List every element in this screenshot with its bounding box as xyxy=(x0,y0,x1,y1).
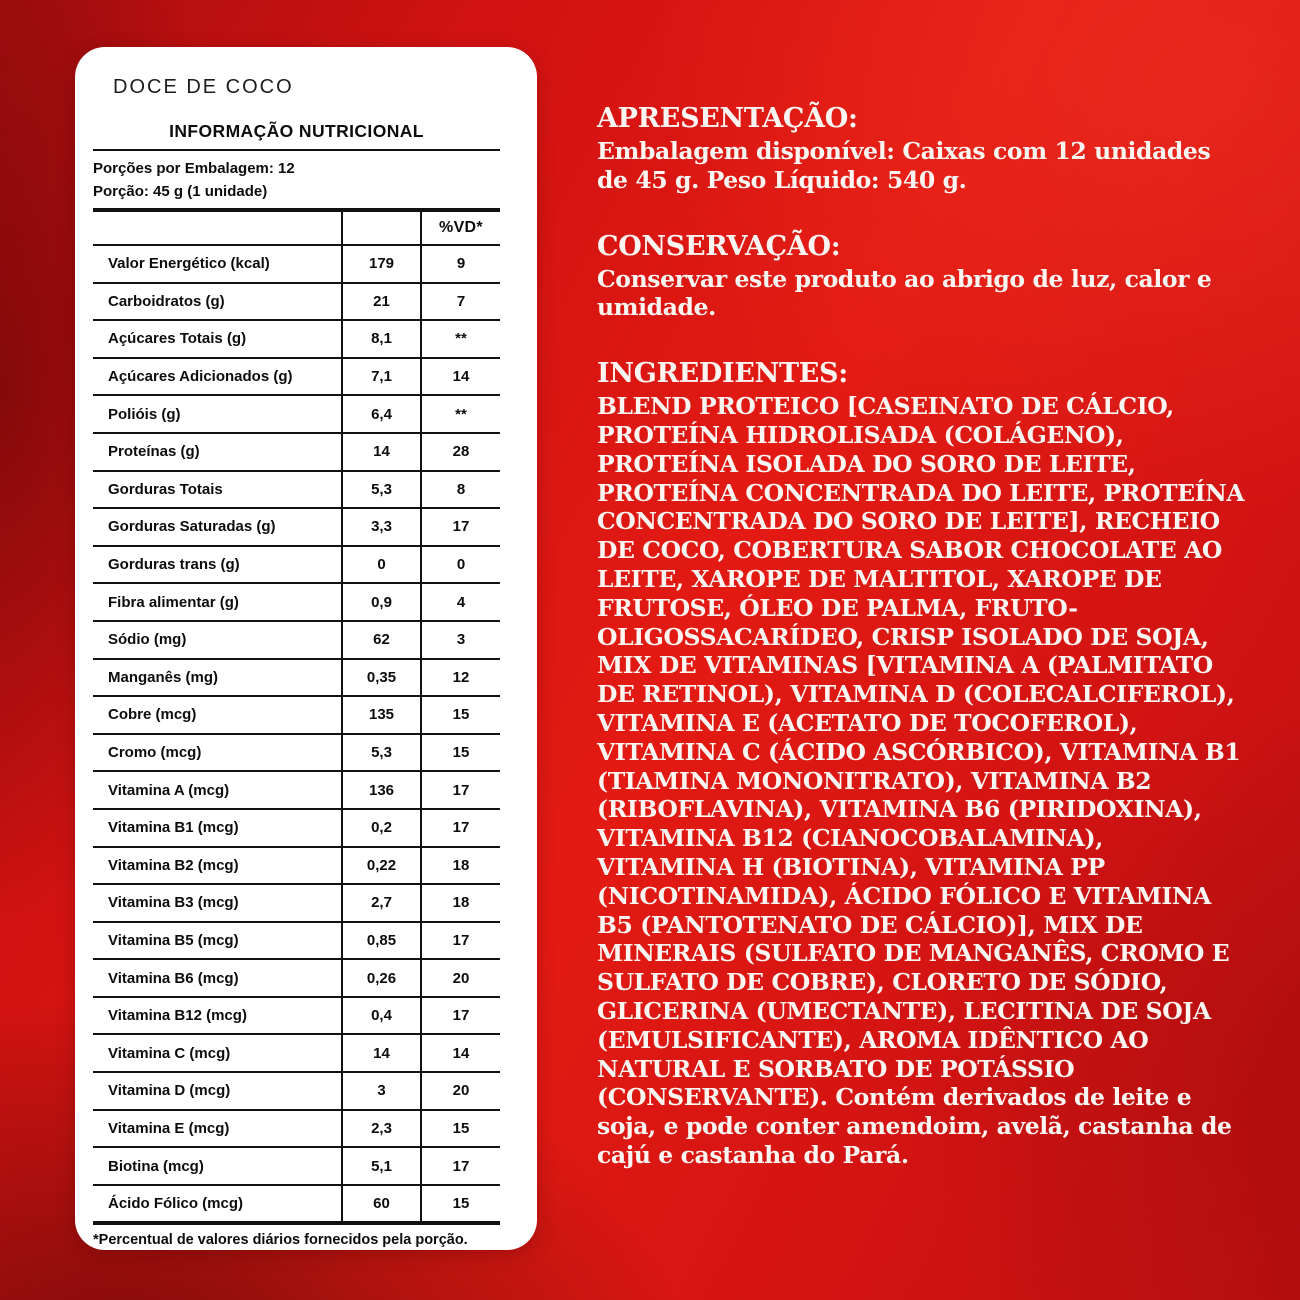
cell-vd: 17 xyxy=(421,922,500,960)
section-ingredientes xyxy=(597,358,1247,1170)
table-row xyxy=(93,922,500,960)
table-row xyxy=(93,659,500,697)
cell-label: Vitamina B2 (mcg) xyxy=(93,847,342,885)
cell-value: 0,4 xyxy=(342,997,421,1035)
cell-vd: 20 xyxy=(421,959,500,997)
table-row xyxy=(93,734,500,772)
cell-value: 0,26 xyxy=(342,959,421,997)
nutrition-table xyxy=(93,208,500,1225)
cell-vd: ** xyxy=(421,395,500,433)
header-empty-value xyxy=(342,210,421,245)
cell-vd: 15 xyxy=(421,696,500,734)
table-row xyxy=(93,959,500,997)
cell-value: 60 xyxy=(342,1185,421,1224)
table-row xyxy=(93,1072,500,1110)
portion-size: Porção: 45 g (1 unidade) xyxy=(93,183,268,200)
table-row xyxy=(93,621,500,659)
table-row xyxy=(93,1185,500,1224)
cell-value: 0,9 xyxy=(342,583,421,621)
product-name: DOCE DE COCO xyxy=(113,76,294,98)
cell-value: 14 xyxy=(342,433,421,471)
cell-label: Manganês (mg) xyxy=(93,659,342,697)
cell-vd: 18 xyxy=(421,847,500,885)
cell-value: 179 xyxy=(342,245,421,283)
table-header-row xyxy=(93,210,500,245)
cell-label: Gorduras Saturadas (g) xyxy=(93,508,342,546)
cell-vd: 4 xyxy=(421,583,500,621)
cell-label: Vitamina B5 (mcg) xyxy=(93,922,342,960)
cell-label: Vitamina B12 (mcg) xyxy=(93,997,342,1035)
table-row xyxy=(93,433,500,471)
cell-label: Vitamina E (mcg) xyxy=(93,1110,342,1148)
table-row xyxy=(93,1147,500,1185)
cell-vd: 15 xyxy=(421,734,500,772)
servings-per-package: Porções por Embalagem: 12 xyxy=(93,160,295,177)
cell-vd: 14 xyxy=(421,1034,500,1072)
table-row xyxy=(93,245,500,283)
cell-value: 7,1 xyxy=(342,358,421,396)
cell-value: 6,4 xyxy=(342,395,421,433)
cell-value: 5,1 xyxy=(342,1147,421,1185)
table-row xyxy=(93,508,500,546)
cell-vd: 7 xyxy=(421,283,500,321)
cell-label: Biotina (mcg) xyxy=(93,1147,342,1185)
cell-vd: 3 xyxy=(421,621,500,659)
nutrition-table-body xyxy=(93,245,500,1223)
cell-label: Gorduras trans (g) xyxy=(93,546,342,584)
cell-label: Proteínas (g) xyxy=(93,433,342,471)
nutrition-card xyxy=(75,47,537,1250)
cell-label: Cromo (mcg) xyxy=(93,734,342,772)
cell-vd: 17 xyxy=(421,997,500,1035)
cell-value: 136 xyxy=(342,771,421,809)
table-row xyxy=(93,1110,500,1148)
table-row xyxy=(93,696,500,734)
table-row xyxy=(93,283,500,321)
cell-vd: 17 xyxy=(421,771,500,809)
cell-vd: 12 xyxy=(421,659,500,697)
ingredientes-body: BLEND PROTEICO [CASEINATO DE CÁLCIO, PROTEÍNA HIDROLISADA (COLÁGENO), PROTEÍNA ISOLADA DO SORO DE LEITE, PROTEÍNA CONCENTRADA DO LEITE, PROTEÍNA CONCENTRADA DO SORO DE LEITE], RECHEIO DE COCO, COBERTURA SABOR CHOCOLATE AO LEITE, XAROPE DE MALTITOL, XAROPE DE FRUTOSE, ÓLEO DE PALMA, FRUTO-OLIGOSSACARÍDEO, CRISP ISOLADO DE SOJA, MIX DE VITAMINAS [VITAMINA A (PALMITATO DE RETINOL), VITAMINA D (COLECALCIFEROL), VITAMINA E (ACETATO DE TOCOFEROL), VITAMINA C (ÁCIDO ASCÓRBICO), VITAMINA B1 (TIAMINA MONONITRATO), VITAMINA B2 (RIBOFLAVINA), VITAMINA B6 (PIRIDOXINA), VITAMINA B12 (CIANOCOBALAMINA), VITAMINA H (BIOTINA), VITAMINA PP (NICOTINAMIDA), ÁCIDO FÓLICO E VITAMINA B5 (PANTOTENATO DE CÁLCIO)], MIX DE MINERAIS (SULFATO DE MANGANÊS, CROMO E SULFATO DE COBRE), CLORETO DE SÓDIO, GLICERINA (UMECTANTE), LECITINA DE SOJA (EMULSIFICANTE), AROMA IDÊNTICO AO NATURAL E SORBATO DE POTÁSSIO (CONSERVANTE). Contém derivados de leite e soja, e pode conter amendoim, avelã, castanha de cajú e castanha do Pará. xyxy=(597,392,1245,1169)
cell-value: 0,85 xyxy=(342,922,421,960)
cell-value: 135 xyxy=(342,696,421,734)
cell-value: 0 xyxy=(342,546,421,584)
cell-vd: 0 xyxy=(421,546,500,584)
cell-vd: 20 xyxy=(421,1072,500,1110)
cell-label: Valor Energético (kcal) xyxy=(93,245,342,283)
cell-label: Açúcares Totais (g) xyxy=(93,320,342,358)
cell-vd: 8 xyxy=(421,471,500,509)
cell-vd: 28 xyxy=(421,433,500,471)
cell-vd: 15 xyxy=(421,1110,500,1148)
table-row xyxy=(93,997,500,1035)
cell-label: Açúcares Adicionados (g) xyxy=(93,358,342,396)
table-row xyxy=(93,471,500,509)
cell-value: 14 xyxy=(342,1034,421,1072)
table-row xyxy=(93,583,500,621)
cell-vd: ** xyxy=(421,320,500,358)
cell-label: Vitamina B3 (mcg) xyxy=(93,884,342,922)
header-vd: %VD* xyxy=(421,210,500,245)
cell-value: 8,1 xyxy=(342,320,421,358)
table-row xyxy=(93,847,500,885)
cell-label: Ácido Fólico (mcg) xyxy=(93,1185,342,1224)
table-row xyxy=(93,1034,500,1072)
cell-value: 5,3 xyxy=(342,471,421,509)
cell-label: Vitamina D (mcg) xyxy=(93,1072,342,1110)
cell-label: Polióis (g) xyxy=(93,395,342,433)
cell-label: Gorduras Totais xyxy=(93,471,342,509)
cell-value: 3 xyxy=(342,1072,421,1110)
header-empty-label xyxy=(93,210,342,245)
cell-label: Vitamina B1 (mcg) xyxy=(93,809,342,847)
cell-vd: 17 xyxy=(421,809,500,847)
table-row xyxy=(93,395,500,433)
apresentacao-heading: APRESENTAÇÃO: xyxy=(597,103,858,134)
cell-value: 3,3 xyxy=(342,508,421,546)
cell-vd: 17 xyxy=(421,508,500,546)
info-column xyxy=(597,103,1247,1170)
table-row xyxy=(93,358,500,396)
section-apresentacao xyxy=(597,103,1247,195)
cell-value: 21 xyxy=(342,283,421,321)
cell-value: 0,22 xyxy=(342,847,421,885)
cell-label: Carboidratos (g) xyxy=(93,283,342,321)
cell-vd: 18 xyxy=(421,884,500,922)
cell-label: Vitamina A (mcg) xyxy=(93,771,342,809)
cell-label: Fibra alimentar (g) xyxy=(93,583,342,621)
title-divider xyxy=(93,149,500,151)
cell-vd: 14 xyxy=(421,358,500,396)
section-conservacao xyxy=(597,231,1247,323)
cell-vd: 9 xyxy=(421,245,500,283)
table-row xyxy=(93,771,500,809)
nutrition-table-title: INFORMAÇÃO NUTRICIONAL xyxy=(169,121,424,141)
table-row xyxy=(93,809,500,847)
ingredientes-heading: INGREDIENTES: xyxy=(597,358,848,390)
cell-vd: 15 xyxy=(421,1185,500,1224)
cell-value: 0,2 xyxy=(342,809,421,847)
table-row xyxy=(93,320,500,358)
cell-vd: 17 xyxy=(421,1147,500,1185)
cell-value: 2,7 xyxy=(342,884,421,922)
table-row xyxy=(93,884,500,922)
cell-label: Vitamina B6 (mcg) xyxy=(93,959,342,997)
cell-label: Vitamina C (mcg) xyxy=(93,1034,342,1072)
table-row xyxy=(93,546,500,584)
cell-value: 62 xyxy=(342,621,421,659)
cell-label: Cobre (mcg) xyxy=(93,696,342,734)
table-footnote: *Percentual de valores diários fornecidos pela porção. xyxy=(93,1232,468,1249)
conservacao-heading: CONSERVAÇÃO: xyxy=(597,230,841,262)
cell-label: Sódio (mg) xyxy=(93,621,342,659)
conservacao-body: Conservar este produto ao abrigo de luz, calor e umidade. xyxy=(597,264,1212,322)
apresentacao-body: Embalagem disponível: Caixas com 12 unidades de 45 g. Peso Líquido: 540 g. xyxy=(597,137,1211,194)
cell-value: 0,35 xyxy=(342,659,421,697)
cell-value: 2,3 xyxy=(342,1110,421,1148)
cell-value: 5,3 xyxy=(342,734,421,772)
